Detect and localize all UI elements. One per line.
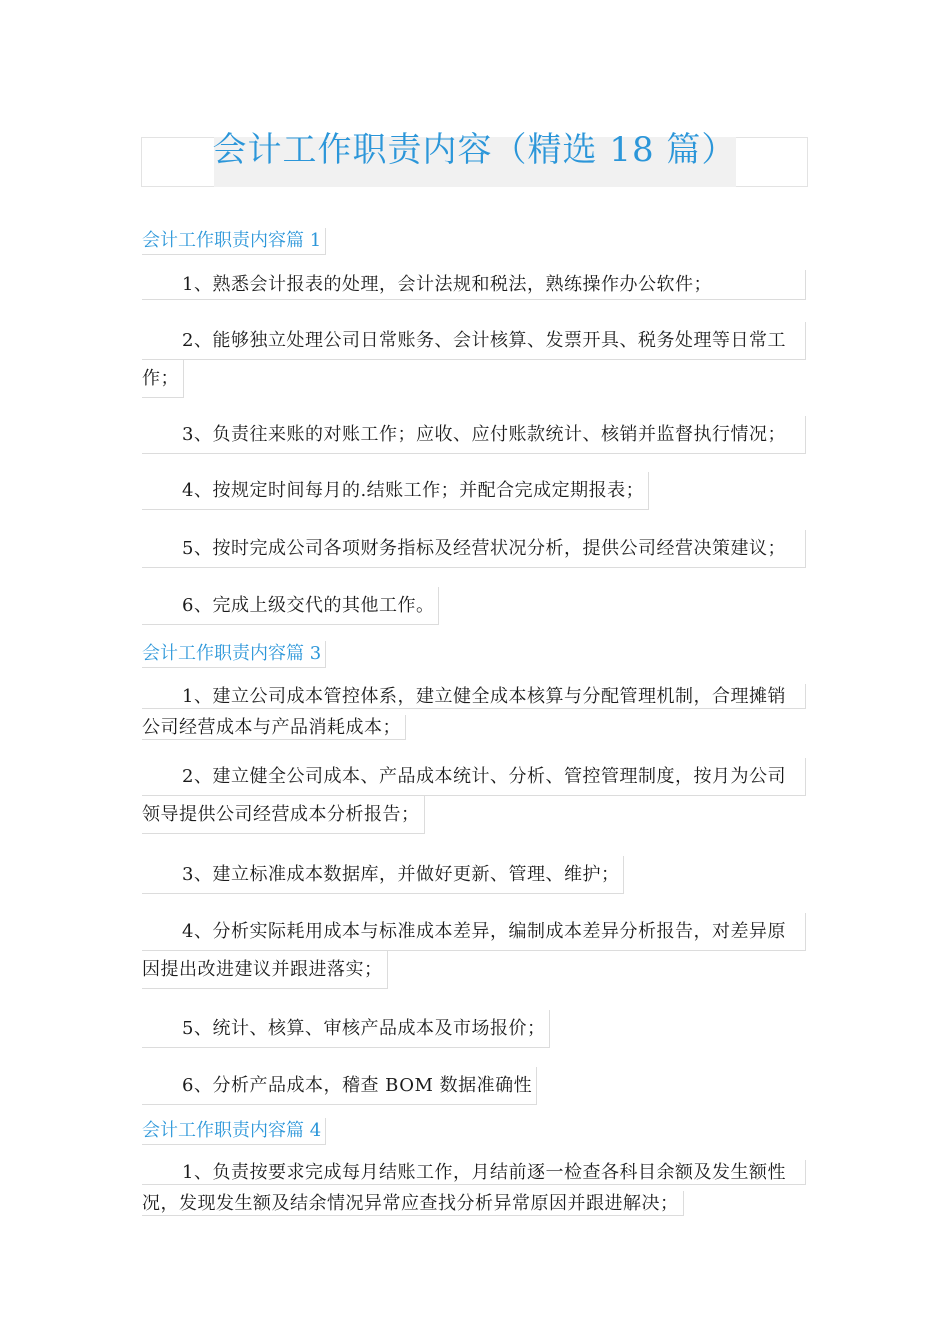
paragraph-line: 6、完成上级交代的其他工作。 xyxy=(142,587,439,625)
paragraph-line: 况，发现发生额及结余情况异常应查找分析异常原因并跟进解决； xyxy=(142,1191,684,1216)
paragraph-1-4 xyxy=(142,472,806,510)
paragraph-3-5 xyxy=(142,1010,806,1048)
paragraph-line: 1、建立公司成本管控体系，建立健全成本核算与分配管理机制，合理摊销 xyxy=(142,684,806,709)
paragraph-4-1 xyxy=(142,1160,806,1223)
section-heading-4: 会计工作职责内容篇 4 xyxy=(142,1118,326,1145)
paragraph-line: 领导提供公司经营成本分析报告； xyxy=(142,796,425,834)
paragraph-3-1 xyxy=(142,684,806,747)
paragraph-line: 2、建立健全公司成本、产品成本统计、分析、管控管理制度，按月为公司 xyxy=(142,758,806,796)
section-heading-1: 会计工作职责内容篇 1 xyxy=(142,228,326,255)
paragraph-1-3 xyxy=(142,416,806,454)
paragraph-line: 2、能够独立处理公司日常账务、会计核算、发票开具、税务处理等日常工 xyxy=(142,322,806,360)
paragraph-line: 5、统计、核算、审核产品成本及市场报价； xyxy=(142,1010,550,1048)
document-title: 会计工作职责内容（精选 18 篇） xyxy=(212,130,737,170)
paragraph-1-5 xyxy=(142,530,806,568)
paragraph-line: 6、分析产品成本，稽查 BOM 数据准确性 xyxy=(142,1067,537,1105)
paragraph-1-2 xyxy=(142,322,806,398)
paragraph-line: 公司经营成本与产品消耗成本； xyxy=(142,715,406,740)
paragraph-3-4 xyxy=(142,913,806,989)
paragraph-line: 1、负责按要求完成每月结账工作，月结前逐一检查各科目余额及发生额性 xyxy=(142,1160,806,1185)
paragraph-line: 3、负责往来账的对账工作；应收、应付账款统计、核销并监督执行情况； xyxy=(142,416,806,454)
paragraph-3-2 xyxy=(142,758,806,834)
paragraph-1-6 xyxy=(142,587,806,625)
section-heading-3: 会计工作职责内容篇 3 xyxy=(142,641,326,668)
paragraph-line: 作； xyxy=(142,360,184,398)
paragraph-line: 4、按规定时间每月的.结账工作；并配合完成定期报表； xyxy=(142,472,649,510)
paragraph-line: 1、熟悉会计报表的处理，会计法规和税法，熟练操作办公软件； xyxy=(142,270,806,300)
paragraph-3-6 xyxy=(142,1067,806,1105)
paragraph-3-3 xyxy=(142,856,806,894)
paragraph-line: 因提出改进建议并跟进落实； xyxy=(142,951,388,989)
paragraph-line: 5、按时完成公司各项财务指标及经营状况分析，提供公司经营决策建议； xyxy=(142,530,806,568)
paragraph-line: 4、分析实际耗用成本与标准成本差异，编制成本差异分析报告，对差异原 xyxy=(142,913,806,951)
paragraph-line: 3、建立标准成本数据库，并做好更新、管理、维护； xyxy=(142,856,624,894)
paragraph-1-1 xyxy=(142,270,806,300)
